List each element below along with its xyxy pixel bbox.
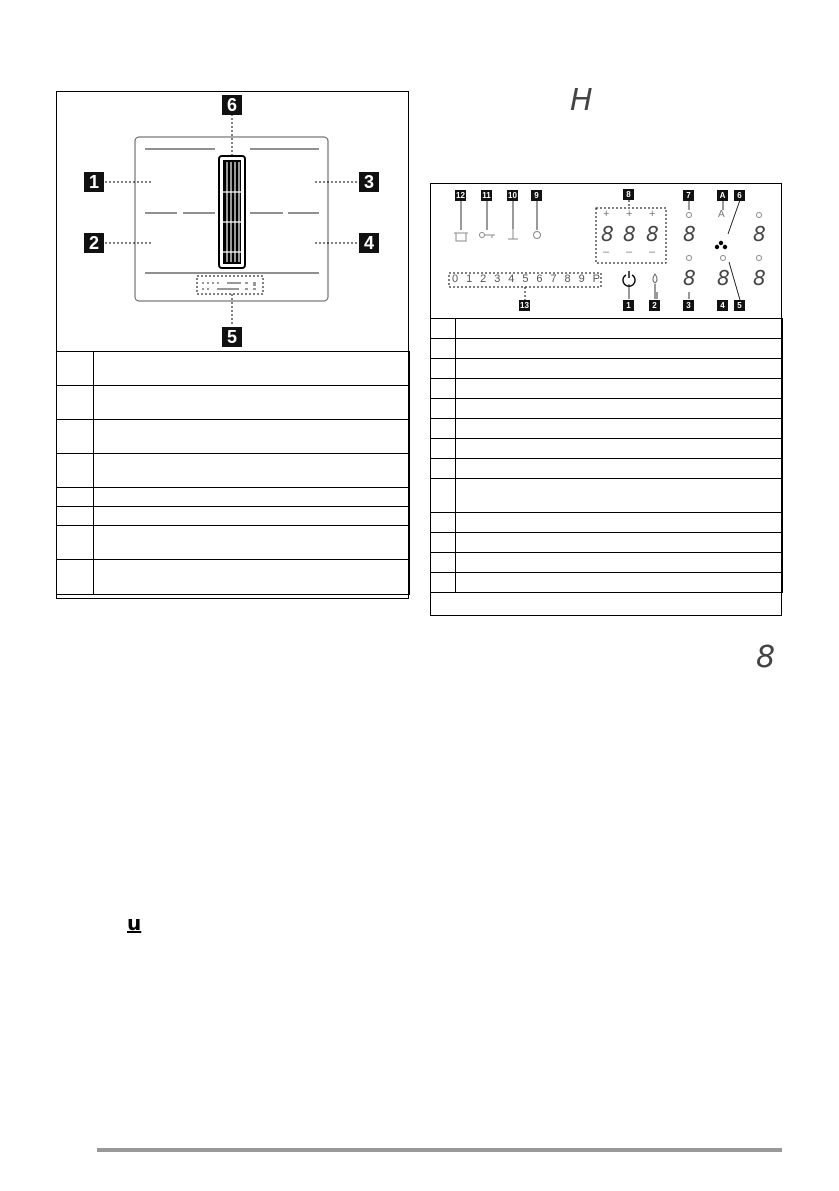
- callout-13: 13: [520, 301, 529, 310]
- legend-key-cell: [57, 507, 94, 526]
- timer-display-2: 8: [623, 222, 636, 246]
- legend-key-cell: [431, 513, 456, 533]
- callout-1: 1: [84, 172, 104, 192]
- plus-sign: +: [649, 208, 656, 220]
- callout-10: 10: [508, 191, 517, 200]
- zone-display-3: 8: [683, 266, 696, 290]
- legend-key-cell: [431, 533, 456, 553]
- callout-7: 7: [683, 190, 694, 201]
- scale-5: 5: [522, 273, 529, 285]
- power-scale: [452, 273, 600, 285]
- zone-display-right-bottom: 8: [753, 266, 766, 290]
- legend-key-cell: [431, 439, 456, 459]
- legend-key-cell: [57, 386, 94, 420]
- scale-0: 0: [452, 273, 459, 285]
- callout-3: 3: [683, 300, 694, 311]
- minus-sign: –: [603, 246, 610, 258]
- legend-key-cell: [57, 352, 94, 386]
- hob-layout-figure: [56, 91, 409, 599]
- scale-p: P: [592, 273, 600, 285]
- timer-display-3: 8: [646, 222, 659, 246]
- scale-9: 9: [578, 273, 585, 285]
- zone-display-4: 8: [717, 266, 730, 290]
- legend-key-cell: [431, 553, 456, 573]
- zone-display-7: 8: [683, 222, 696, 246]
- callout-4: 4: [717, 300, 728, 311]
- callout-9: 9: [531, 190, 542, 201]
- legend-key-cell: [431, 419, 456, 439]
- legend-key-cell: [431, 479, 456, 513]
- plus-sign: +: [626, 208, 633, 220]
- scale-3: 3: [494, 273, 501, 285]
- callout-a: A: [717, 190, 728, 201]
- zone-display-right-top: 8: [753, 222, 766, 246]
- callout-2: 2: [84, 233, 104, 253]
- callout-6: 6: [222, 95, 242, 115]
- callout-11: 11: [482, 191, 491, 200]
- scale-6: 6: [536, 273, 543, 285]
- control-legend-table: [430, 318, 783, 593]
- legend-key-cell: [431, 339, 456, 359]
- callout-3: 3: [359, 172, 379, 192]
- legend-key-cell: [431, 399, 456, 419]
- timer-display-1: 8: [601, 222, 614, 246]
- callout-2: 2: [649, 300, 660, 311]
- legend-key-cell: [431, 319, 456, 339]
- legend-key-cell: [57, 454, 94, 488]
- hob-surface-drawing: [57, 92, 410, 352]
- control-panel-figure: [430, 183, 782, 616]
- plus-sign: +: [603, 208, 610, 220]
- callout-1: 1: [623, 300, 634, 311]
- auto-letter: A: [718, 209, 725, 220]
- legend-key-cell: [57, 560, 94, 595]
- indicator-h-glyph: H: [570, 83, 593, 118]
- callout-8: 8: [623, 189, 634, 200]
- scale-8: 8: [564, 273, 571, 285]
- legend-key-cell: [431, 359, 456, 379]
- legend-key-cell: [57, 526, 94, 560]
- legend-key-cell: [431, 459, 456, 479]
- callout-6: 6: [734, 190, 745, 201]
- legend-key-cell: [57, 488, 94, 507]
- pan-detect-glyph: u: [127, 911, 142, 935]
- legend-key-cell: [57, 420, 94, 454]
- callout-4: 4: [359, 233, 379, 253]
- minus-sign: –: [626, 246, 633, 258]
- scale-7: 7: [550, 273, 557, 285]
- legend-key-cell: [431, 573, 456, 593]
- footer-rule: [97, 1148, 782, 1152]
- callout-5: 5: [734, 300, 745, 311]
- display-8-glyph: 8: [756, 640, 776, 675]
- callout-12: 12: [456, 191, 465, 200]
- scale-2: 2: [480, 273, 487, 285]
- callout-5: 5: [222, 327, 242, 347]
- hob-legend-table: [56, 351, 410, 595]
- minus-sign: –: [649, 246, 656, 258]
- legend-key-cell: [431, 379, 456, 399]
- scale-1: 1: [466, 273, 473, 285]
- scale-4: 4: [508, 273, 515, 285]
